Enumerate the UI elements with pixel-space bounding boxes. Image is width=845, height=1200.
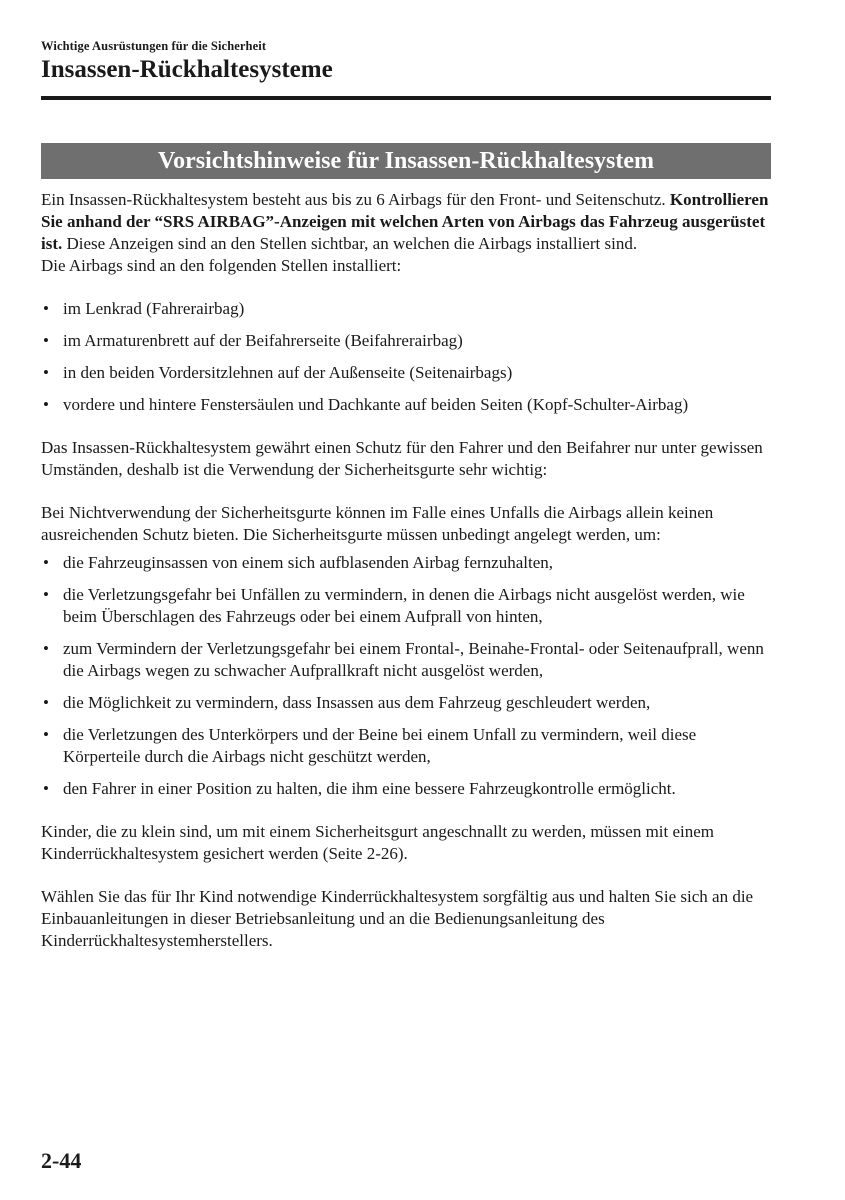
list-item: • die Fahrzeuginsassen von einem sich aufblasenden Airbag fernzuhalten, [41, 552, 771, 574]
belts-paragraph: Bei Nichtverwendung der Sicherheitsgurte können im Falle eines Unfalls die Airbags allein keinen ausreichenden Schutz bieten. Die Sicherheitsgurte müssen unbedingt angelegt werden, um: [41, 503, 714, 544]
list-item: • die Möglichkeit zu vermindern, dass Insassen aus dem Fahrzeug geschleudert werden, [41, 692, 771, 714]
running-header: Wichtige Ausrüstungen für die Sicherheit [41, 39, 267, 53]
child-seat-paragraph: Wählen Sie das für Ihr Kind notwendige Kinderrückhaltesystem sorgfältig aus und halten Sie sich an die Einbauanleitungen in dieser Betriebsanleitung und an die Bedienungsanleitung des Kinderrückhaltesystemherstellers. [41, 887, 754, 950]
list-item: • die Verletzungsgefahr bei Unfällen zu vermindern, in denen die Airbags nicht ausgelöst werden, wie beim Überschlagen des Fahrzeugs oder bei einem Aufprall von hinten, [41, 584, 771, 628]
intro-text-2: Diese Anzeigen sind an den Stellen sichtbar, an welchen die Airbags installiert sind. [62, 234, 638, 253]
children-paragraph: Kinder, die zu klein sind, um mit einem Sicherheitsgurt angeschnallt zu werden, müssen mit einem Kinderrückhaltesystem gesichert werden (Seite 2-26). [41, 822, 715, 863]
list-item: • in den beiden Vordersitzlehnen auf der Außenseite (Seitenairbags) [41, 362, 771, 384]
intro-paragraph [41, 189, 771, 255]
intro-text-1: Ein Insassen-Rückhaltesystem besteht aus bis zu 6 Airbags für den Front- und Seitenschutz. [41, 190, 670, 209]
list-item: • im Lenkrad (Fahrerairbag) [41, 298, 771, 320]
protection-paragraph: Das Insassen-Rückhaltesystem gewährt einen Schutz für den Fahrer und den Beifahrer nur unter gewissen Umständen, deshalb ist die Verwendung der Sicherheitsgurte sehr wichtig: [41, 438, 763, 479]
intro-bold-text: Kontrollieren Sie anhand der “SRS AIRBAG”-Anzeigen mit welchen Arten von Airbags das Fahrzeug ausgerüstet ist. [41, 190, 769, 253]
list-item: • im Armaturenbrett auf der Beifahrerseite (Beifahrerairbag) [41, 330, 771, 352]
list-item: • den Fahrer in einer Position zu halten, die ihm eine bessere Fahrzeugkontrolle ermöglicht. [41, 778, 771, 800]
airbag-locations-list [41, 298, 771, 416]
title-divider [41, 96, 771, 100]
belt-reasons-list [41, 552, 771, 800]
page-number: 2-44 [41, 1148, 82, 1173]
list-item: • vordere und hintere Fenstersäulen und Dachkante auf beiden Seiten (Kopf-Schulter-Airbag) [41, 394, 771, 416]
section-banner [41, 143, 771, 179]
chapter-title: Insassen-Rückhaltesysteme [41, 56, 333, 83]
intro-paragraph-2: Die Airbags sind an den folgenden Stellen installiert: [41, 256, 402, 275]
list-item: • die Verletzungen des Unterkörpers und der Beine bei einem Unfall zu vermindern, weil diese Körperteile durch die Airbags nicht geschützt werden, [41, 724, 771, 768]
body-content [41, 189, 771, 952]
section-title: Vorsichtshinweise für Insassen-Rückhaltesystem [157, 147, 655, 174]
list-item: • zum Vermindern der Verletzungsgefahr bei einem Frontal-, Beinahe-Frontal- oder Seitenaufprall, wenn die Airbags wegen zu schwacher Aufprallkraft nicht ausgelöst werden, [41, 638, 771, 682]
